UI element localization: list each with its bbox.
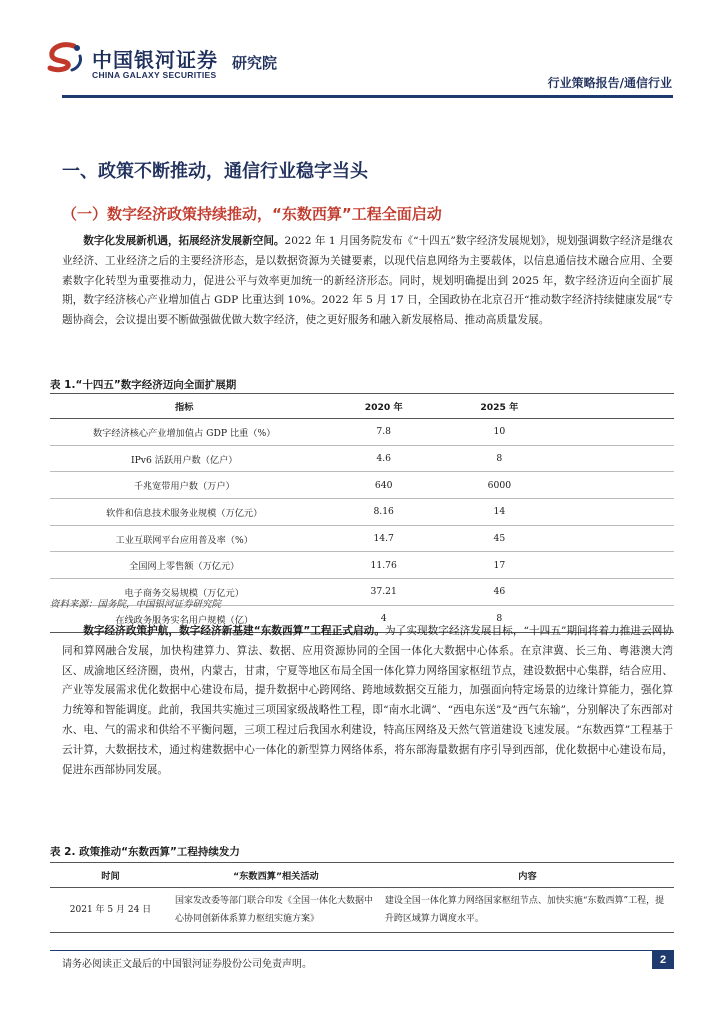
table-cell: 6000 xyxy=(449,472,550,499)
table-row xyxy=(50,552,674,579)
footer-disclaimer: 请务必阅读正文最后的中国银河证券股份公司免责声明。 xyxy=(62,959,312,970)
logo-chinese-name: 中国银河证券 xyxy=(92,48,218,72)
table-cell-content: 建设全国一体化算力网络国家枢纽节点、加快实施“东数西算”工程，提升跨区域算力调度水平。 xyxy=(381,888,674,933)
paragraph-east-data-west-compute xyxy=(62,622,673,780)
galaxy-logo-icon xyxy=(44,40,84,76)
table-cell: 在线政务服务实名用户规模（亿） xyxy=(50,605,318,632)
table1-source: 资料来源：国务院，中国银河证券研究院 xyxy=(50,599,222,610)
table-row xyxy=(50,525,674,552)
table1-caption: 表 1.“十四五”数字经济迈向全面扩展期 xyxy=(50,379,237,391)
institute-label: 研究院 xyxy=(232,54,278,72)
table-header: 2020 年 xyxy=(318,394,448,419)
table-header: “东数西算”相关活动 xyxy=(171,863,381,888)
paragraph-body: 2022 年 1 月国务院发布《“十四五”数字经济发展规划》，规划强调数字经济是继农业经济、工业经济之后的主要经济形态，是以数据资源为关键要素，以现代信息网络为主要载体，以信息通信技术融合应用、全要素数字化转型为重要推动力，促进公平与效率更加统一的新经济形态。同时，规划明确提出到 2025 年，数字经济迈向全面扩展期，数字经济核心产业增加值占 GDP 比重达到 10%。2022 年 5 月 17 日，全国政协在北京召开“推动数字经济持续健康发展”专题协商会，会议提出要不断做强做优做大数字经济，使之更好服务和融入新发展格局、推动高质量发展。 xyxy=(62,235,674,327)
report-type-tag: 行业策略报告/通信行业 xyxy=(547,76,672,90)
table-cell: 数字经济核心产业增加值占 GDP 比重（%） xyxy=(50,419,318,446)
table2-caption: 表 2. 政策推动“东数西算”工程持续发力 xyxy=(50,846,240,858)
table-cell: 17 xyxy=(449,552,550,579)
table-cell: 11.76 xyxy=(318,552,448,579)
table-cell-date: 2021 年 5 月 24 日 xyxy=(50,888,171,933)
table-cell: 8.16 xyxy=(318,499,448,526)
paragraph-lead: 数字化发展新机遇，拓展经济发展新空间。 xyxy=(83,235,285,247)
table-cell: IPv6 活跃用户数（亿户） xyxy=(50,445,318,472)
section-heading: 一、政策不断推动，通信行业稳字当头 xyxy=(62,161,368,182)
table-cell: 4 xyxy=(318,605,448,632)
table-policy-timeline xyxy=(50,862,674,933)
header-divider xyxy=(62,95,673,98)
table-cell: 10 xyxy=(449,419,550,446)
table-cell: 软件和信息技术服务业规模（万亿元） xyxy=(50,499,318,526)
table-cell: 电子商务交易规模（万亿元） xyxy=(50,579,318,606)
table-cell: 工业互联网平台应用普及率（%） xyxy=(50,525,318,552)
table-cell: 14 xyxy=(449,499,550,526)
subsection-heading: （一）数字经济政策持续推动，“东数西算”工程全面启动 xyxy=(62,205,442,223)
table-row xyxy=(50,499,674,526)
table-cell: 14.7 xyxy=(318,525,448,552)
paragraph-body: 为了实现数字经济发展目标，“十四五”期间将着力推进云网协同和算网融合发展，加快构建算力、算法、数据、应用资源协同的全国一体化大数据中心体系。在京津冀、长三角、粤港澳大湾区、成渝地区经济圈，贵州，内蒙古，甘肃，宁夏等地区布局全国一体化算力网络国家枢纽节点，建设数据中心集群，结合应用、产业等发展需求优化数据中心建设布局，提升数据中心跨网络、跨地域数据交互能力，加强面向特定场景的边缘计算能力，强化算力统筹和智能调度。此前，我国共实施过三项国家级战略性工程，即“南水北调”、“西电东送”及“西气东输”，分别解决了东西部对水、电、气的需求和供给不平衡问题，三项工程过后我国水利建设，特高压网络及天然气管道建设飞速发展。“东数西算”工程基于云计算，大数据技术，通过构建数据中心一体化的新型算力网络体系，将东部海量数据有序引导到西部，优化数据中心建设布局，促进东西部协同发展。 xyxy=(62,625,673,776)
table-row xyxy=(50,419,674,446)
table-cell: 全国网上零售额（万亿元） xyxy=(50,552,318,579)
table-header: 时间 xyxy=(50,863,171,888)
table-row xyxy=(50,445,674,472)
table-header: 内容 xyxy=(381,863,674,888)
table-header: 指标 xyxy=(50,394,318,419)
footer-divider xyxy=(50,950,674,951)
table-cell: 7.8 xyxy=(318,419,448,446)
table-cell: 46 xyxy=(449,579,550,606)
table-row xyxy=(50,888,674,933)
table-row xyxy=(50,472,674,499)
paragraph-digital-economy xyxy=(62,232,673,331)
page-number: 2 xyxy=(652,951,674,969)
table-cell: 45 xyxy=(449,525,550,552)
table-cell: 8 xyxy=(449,445,550,472)
table-cell: 37.21 xyxy=(318,579,448,606)
table-cell: 8 xyxy=(449,605,550,632)
table-cell: 4.6 xyxy=(318,445,448,472)
table-cell: 640 xyxy=(318,472,448,499)
paragraph-lead: 数字经济政策护航，数字经济新基建“东数西算”工程正式启动。 xyxy=(83,625,385,637)
table-cell-activity: 国家发改委等部门联合印发《全国一体化大数据中心协同创新体系算力枢纽实施方案》 xyxy=(171,888,381,933)
table-cell: 千兆宽带用户数（万户） xyxy=(50,472,318,499)
logo-english-name: CHINA GALAXY SECURITIES xyxy=(92,70,217,80)
table-header: 2025 年 xyxy=(449,394,550,419)
